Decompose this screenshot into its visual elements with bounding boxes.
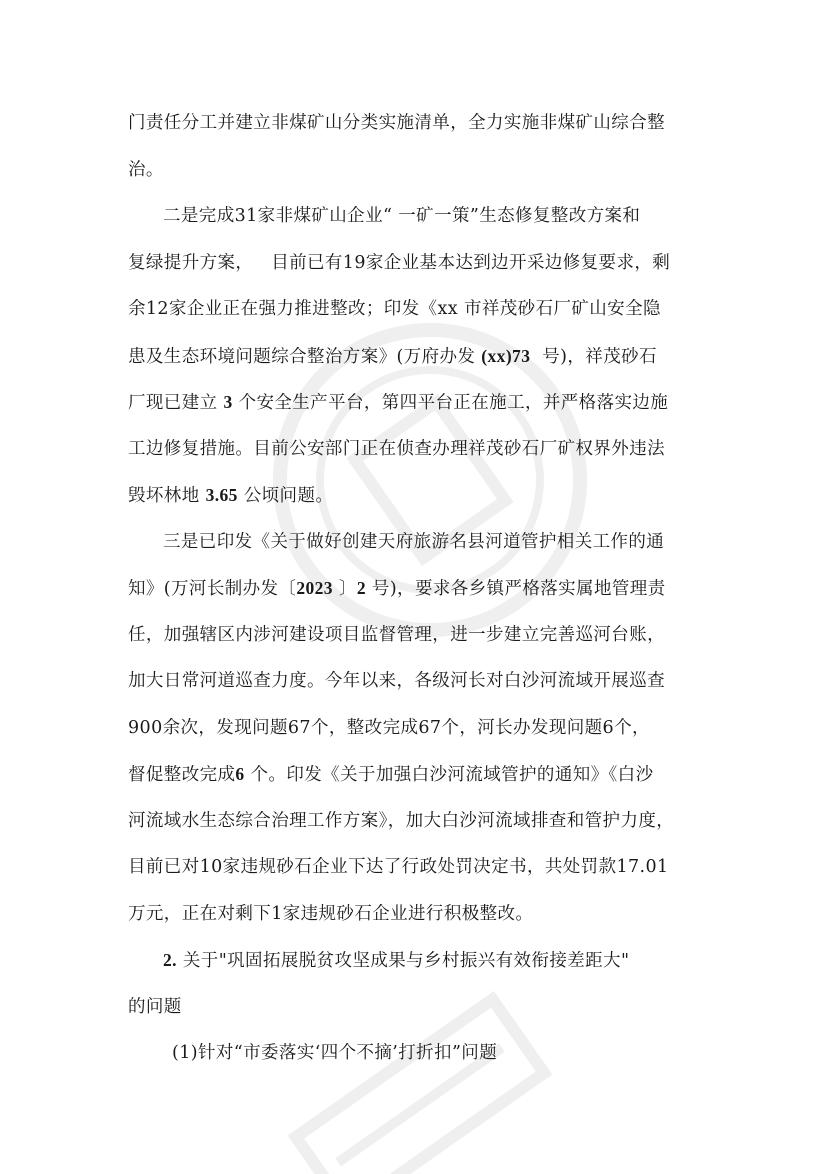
text-segment: 任，加强辖区内涉河建设项目监督管理，进一步建立完善巡河台账， <box>128 625 665 645</box>
text-segment: 〕 <box>332 579 357 599</box>
text-segment: 患及生态环境问题综合整治方案》(万府办发 <box>128 347 482 367</box>
bold-text-segment: 2. <box>163 950 177 970</box>
text-segment: 个。印发《关于加强白沙河流域管护的通知》《白沙 <box>244 765 654 785</box>
text-segment: (1)针对“市委落实‘四个不摘’打折扣”问题 <box>172 1043 498 1063</box>
text-segment: 目前已对10家违规砂石企业下达了行政处罚决定书，共处罚款17.01 <box>128 857 669 877</box>
text-segment: 二是完成31家非煤矿山企业“ 一矿一策”生态修复整改方案和 <box>163 206 641 226</box>
section-heading-line <box>163 947 830 974</box>
text-segment: 万元，正在对剩下1家违规砂石企业进行积极整改。 <box>128 904 534 924</box>
bold-text-segment: 6 <box>235 764 245 784</box>
bold-text-segment: 2 <box>356 578 366 598</box>
text-segment: 毁坏林地 <box>128 486 206 506</box>
subsection-heading-line <box>172 1040 830 1066</box>
text-line <box>128 668 830 694</box>
text-line <box>128 343 830 370</box>
bold-text-segment: 2023 <box>296 578 333 598</box>
text-segment: 个安全生产平台，第四平台正在施工，并严格落实边施 <box>232 393 669 413</box>
text-line <box>128 157 830 183</box>
text-line <box>128 808 830 834</box>
text-segment: 的问题 <box>128 997 182 1017</box>
text-segment: 治。 <box>128 160 164 180</box>
text-segment: 900余次，发现问题67个，整改完成67个，河长办发现问题6个， <box>128 718 650 738</box>
text-line <box>128 622 830 648</box>
text-segment: 号)，要求各乡镇严格落实属地管理责 <box>365 579 666 599</box>
text-segment: 公顷问题。 <box>237 486 334 506</box>
text-segment: 号)，祥茂砂石 <box>530 347 657 367</box>
text-line <box>128 482 830 509</box>
text-segment: 复绿提升方案， 目前已有19家企业基本达到边开采边修复要求，剩 <box>128 253 671 273</box>
text-line <box>163 529 830 555</box>
text-line <box>128 389 830 416</box>
text-line <box>128 715 830 741</box>
text-segment: 河流域水生态综合治理工作方案》，加大白沙河流域排查和管护力度， <box>128 811 675 831</box>
bold-text-segment: (xx)73 <box>481 346 531 366</box>
section-heading-line <box>128 994 830 1020</box>
text-segment: 加大日常河道巡查力度。今年以来，各级河长对白沙河流域开展巡查 <box>128 671 665 691</box>
text-line <box>128 250 830 276</box>
text-segment: 余12家企业正在强力推进整改；印发《xx 市祥茂砂石厂矿山安全隐 <box>128 299 661 319</box>
bold-text-segment: 3 <box>223 392 233 412</box>
text-segment: 厂现已建立 <box>128 393 224 413</box>
text-segment: 知》(万河长制办发〔 <box>128 579 297 599</box>
text-line <box>128 854 830 880</box>
text-line <box>128 901 830 927</box>
text-segment: 门责任分工并建立非煤矿山分类实施清单，全力实施非煤矿山综合整 <box>128 113 665 133</box>
text-segment: 工边修复措施。目前公安部门正在侦查办理祥茂砂石厂矿权界外违法 <box>128 439 665 459</box>
text-line <box>128 110 830 136</box>
text-segment: 督促整改完成 <box>128 765 236 785</box>
text-line <box>128 575 830 602</box>
text-line <box>128 296 830 322</box>
text-line <box>128 761 830 788</box>
bold-text-segment: 3.65 <box>205 485 238 505</box>
text-segment: 关于"巩固拓展脱贫攻坚成果与乡村振兴有效衔接差距大" <box>176 951 630 971</box>
text-segment: 三是已印发《关于做好创建天府旅游名县河道管护相关工作的通 <box>163 532 665 552</box>
text-line <box>128 436 830 462</box>
text-line <box>163 203 830 229</box>
